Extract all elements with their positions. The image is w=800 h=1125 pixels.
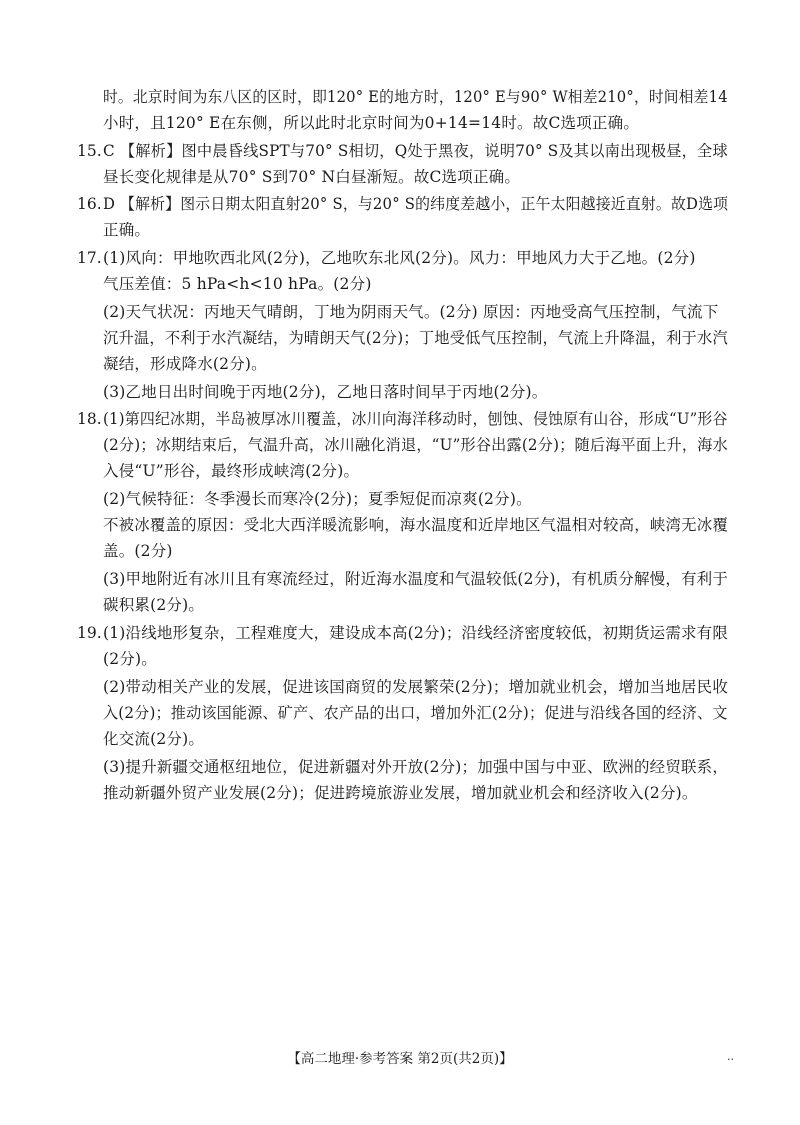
text-line: (1)风向：甲地吹西北风(2分)，乙地吹东北风(2分)。风力：甲地风力大于乙地。(2分) — [103, 249, 696, 267]
text-line: 时。北京时间为东八区的区时，即120° E的地方时，120° E与90° W相差210°，时间相差14 — [103, 88, 728, 106]
text-line: C 【解析】图中晨昏线SPT与70° S相切，Q处于黑夜，说明70° S及其以南出现极昼，全球 — [103, 142, 728, 160]
text-line: 小时，且120° E在东侧，所以此时北京时间为0+14=14时。故C选项正确。 — [103, 114, 640, 132]
question-number-16: 16. — [77, 195, 102, 213]
corner-mark: ·· — [727, 1053, 734, 1066]
text-line: (3)提升新疆交通枢纽地位，促进新疆对外开放(2分)；加强中国与中亚、欧洲的经贸联系， — [103, 758, 729, 776]
text-line: 昼长变化规律是从70° S到70° N白昼渐短。故C选项正确。 — [103, 168, 521, 186]
text-line: 凝结，形成降水(2分)。 — [103, 355, 267, 373]
question-number-19: 19. — [77, 624, 102, 642]
text-line: (2)天气状况：丙地天气晴朗，丁地为阴雨天气。(2分) 原因：丙地受高气压控制，气流下 — [103, 303, 719, 321]
text-line: (2分)；冰期结束后，气温升高，冰川融化消退，“U”形谷出露(2分)；随后海平面上升，海水 — [103, 436, 728, 454]
question-number-15: 15. — [77, 142, 102, 160]
text-line: (2)气候特征：冬季漫长而寒冷(2分)；夏季短促而凉爽(2分)。 — [103, 490, 532, 508]
text-line: 入侵“U”形谷，最终形成峡湾(2分)。 — [103, 462, 360, 480]
text-line: (1)沿线地形复杂，工程难度大，建设成本高(2分)；沿线经济密度较低，初期货运需求有限 — [103, 624, 729, 642]
text-line: D 【解析】图示日期太阳直射20° S，与20° S的纬度差越小，正午太阳越接近直射。故D选项 — [103, 195, 729, 213]
text-line: 碳积累(2分)。 — [103, 596, 205, 614]
question-number-18: 18. — [77, 410, 102, 428]
text-line: 不被冰覆盖的原因：受北大西洋暖流影响，海水温度和近岸地区气温相对较高，峡湾无冰覆 — [103, 516, 729, 534]
text-line: (2)带动相关产业的发展，促进该国商贸的发展繁荣(2分)；增加就业机会，增加当地居民收 — [103, 678, 729, 696]
text-line: (3)甲地附近有冰川且有寒流经过，附近海水温度和气温较低(2分)，有机质分解慢，有利于 — [103, 570, 729, 588]
text-line: (1)第四纪冰期，半岛被厚冰川覆盖，冰川向海洋移动时，刨蚀、侵蚀原有山谷，形成“U”形谷 — [103, 410, 728, 428]
text-line: (2分)。 — [103, 650, 157, 668]
text-line: 气压差值：5 hPa<h<10 hPa。(2分) — [103, 275, 372, 293]
page-footer: 【高二地理·参考答案 第2页(共2页)】 — [287, 1051, 513, 1067]
text-line: 入(2分)；推动该国能源、矿产、农产品的出口，增加外汇(2分)；促进与沿线各国的经济、文 — [103, 704, 728, 722]
text-line: 化交流(2分)。 — [103, 730, 205, 748]
text-line: 推动新疆外贸产业发展(2分)；促进跨境旅游业发展，增加就业机会和经济收入(2分)。 — [103, 784, 698, 802]
text-line: (3)乙地日出时间晚于丙地(2分)，乙地日落时间早于丙地(2分)。 — [103, 383, 548, 401]
text-line: 正确。 — [103, 221, 151, 239]
question-number-17: 17. — [77, 249, 102, 267]
text-line: 盖。(2分) — [103, 542, 173, 560]
text-line: 沉升温，不利于水汽凝结，为晴朗天气(2分)；丁地受低气压控制，气流上升降温，利于水汽 — [103, 329, 728, 347]
